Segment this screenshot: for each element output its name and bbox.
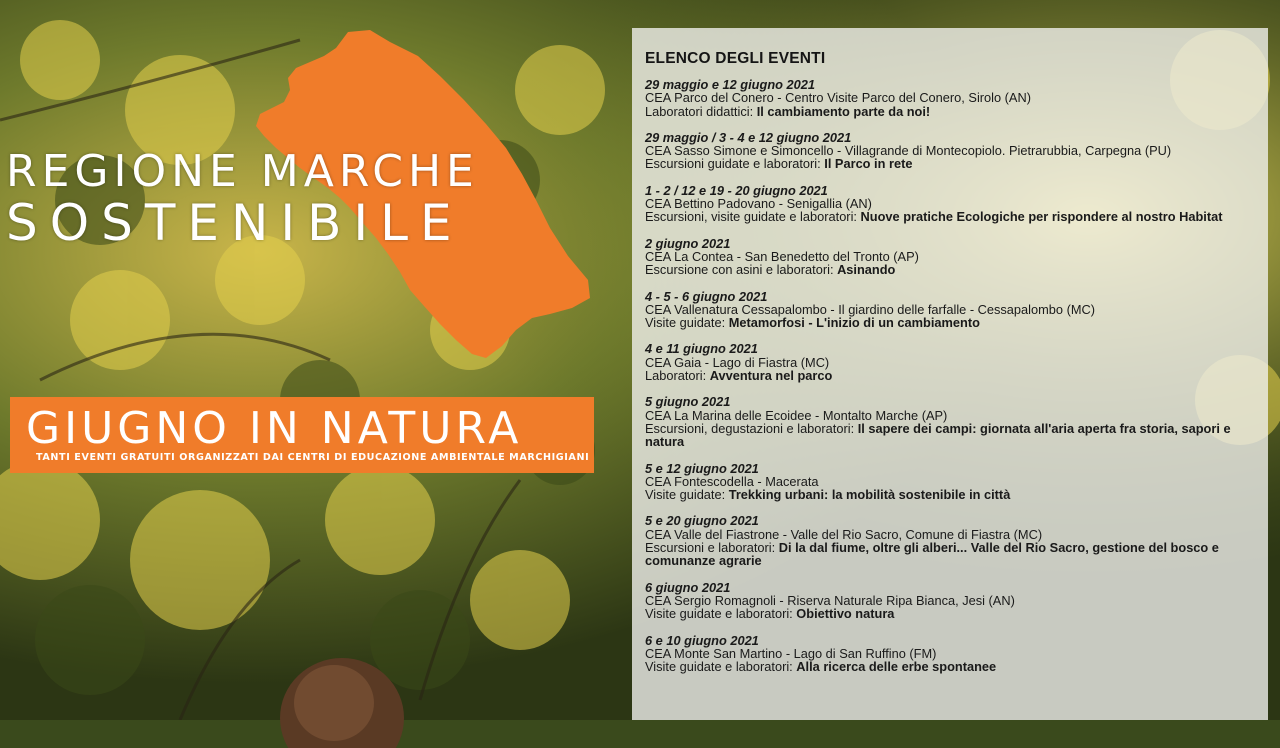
event-place: CEA La Marina delle Ecoidee - Montalto Marche (AP) xyxy=(645,407,948,423)
banner-title: GIUGNO IN NATURA xyxy=(26,403,523,454)
event-name: Il Parco in rete xyxy=(824,156,913,172)
event-date: 1 - 2 / 12 e 19 - 20 giugno 2021 xyxy=(645,182,828,198)
events-heading: ELENCO DEGLI EVENTI xyxy=(645,50,826,67)
event-activity-type: Escursioni, visite guidate e laboratori: xyxy=(645,209,861,225)
event-item xyxy=(645,514,1257,567)
event-date: 5 e 12 giugno 2021 xyxy=(645,460,759,476)
event-date: 29 maggio / 3 - 4 e 12 giugno 2021 xyxy=(645,129,852,145)
event-activity-type: Escursione con asini e laboratori: xyxy=(645,262,838,278)
event-item xyxy=(645,131,1257,171)
event-date: 2 giugno 2021 xyxy=(645,235,731,251)
event-activity xyxy=(645,157,1257,170)
event-name: Obiettivo natura xyxy=(796,606,895,622)
event-activity xyxy=(645,607,1257,620)
event-date: 4 - 5 - 6 giugno 2021 xyxy=(645,288,768,304)
event-name: Il cambiamento parte da noi! xyxy=(756,103,931,119)
event-name: Nuove pratiche Ecologiche per rispondere al nostro Habitat xyxy=(860,209,1223,225)
event-activity xyxy=(645,369,1257,382)
event-item xyxy=(645,634,1257,674)
events-panel xyxy=(632,28,1268,720)
event-activity xyxy=(645,210,1257,223)
event-item xyxy=(645,395,1257,448)
person-head-image xyxy=(264,648,424,748)
event-name: Trekking urbani: la mobilità sostenibile in città xyxy=(728,487,1011,503)
event-activity xyxy=(645,263,1257,276)
event-activity-type: Escursioni e laboratori: xyxy=(645,540,779,556)
event-item xyxy=(645,462,1257,502)
event-activity-type: Laboratori didattici: xyxy=(645,103,757,119)
event-date: 6 e 10 giugno 2021 xyxy=(645,632,759,648)
event-activity-type: Visite guidate e laboratori: xyxy=(645,606,797,622)
event-name: Asinando xyxy=(837,262,896,278)
event-activity xyxy=(645,105,1257,118)
brand-title-line-2: SOSTENIBILE xyxy=(6,194,464,252)
event-item xyxy=(645,78,1257,118)
event-item xyxy=(645,342,1257,382)
event-item xyxy=(645,237,1257,277)
event-activity xyxy=(645,660,1257,673)
event-place: CEA La Contea - San Benedetto del Tronto (AP) xyxy=(645,248,919,264)
event-place: CEA Sasso Simone e Simoncello - Villagrande di Montecopiolo. Pietrarubbia, Carpegna (PU) xyxy=(645,143,1172,159)
event-activity xyxy=(645,488,1257,501)
event-place: CEA Vallenatura Cessapalombo - Il giardino delle farfalle - Cessapalombo (MC) xyxy=(645,301,1095,317)
banner-subtitle: TANTI EVENTI GRATUITI ORGANIZZATI DAI CENTRI DI EDUCAZIONE AMBIENTALE MARCHIGIANI xyxy=(36,452,590,463)
event-name: Avventura nel parco xyxy=(709,368,833,384)
event-place: CEA Bettino Padovano - Senigallia (AN) xyxy=(645,196,872,212)
event-date: 5 giugno 2021 xyxy=(645,394,731,410)
event-date: 29 maggio e 12 giugno 2021 xyxy=(645,77,815,92)
event-activity-type: Visite guidate: xyxy=(645,315,729,331)
event-name: Metamorfosi - L'inizio di un cambiamento xyxy=(728,315,980,331)
event-banner xyxy=(10,397,594,473)
event-date: 6 giugno 2021 xyxy=(645,579,731,595)
event-place: CEA Monte San Martino - Lago di San Ruffino (FM) xyxy=(645,645,937,661)
event-item xyxy=(645,290,1257,330)
event-place: CEA Fontescodella - Macerata xyxy=(645,473,819,489)
brand-title-line-1: REGIONE MARCHE xyxy=(6,146,479,197)
event-item xyxy=(645,184,1257,224)
event-date: 4 e 11 giugno 2021 xyxy=(645,341,758,357)
event-place: CEA Sergio Romagnoli - Riserva Naturale Ripa Bianca, Jesi (AN) xyxy=(645,592,1015,608)
event-place: CEA Parco del Conero - Centro Visite Parco del Conero, Sirolo (AN) xyxy=(645,90,1031,106)
event-name: Di la dal fiume, oltre gli alberi... Valle del Rio Sacro, gestione del bosco e comunanze agrarie xyxy=(645,540,1219,569)
event-activity xyxy=(645,422,1257,449)
event-activity-type: Escursioni, degustazioni e laboratori: xyxy=(645,420,858,436)
event-item xyxy=(645,581,1257,621)
event-name: Alla ricerca delle erbe spontanee xyxy=(796,659,997,675)
event-activity xyxy=(645,541,1257,568)
event-date: 5 e 20 giugno 2021 xyxy=(645,513,759,529)
event-activity-type: Laboratori: xyxy=(645,368,710,384)
event-activity-type: Escursioni guidate e laboratori: xyxy=(645,156,825,172)
event-list xyxy=(645,78,1257,686)
event-activity-type: Visite guidate e laboratori: xyxy=(645,659,797,675)
event-place: CEA Gaia - Lago di Fiastra (MC) xyxy=(645,354,830,370)
event-name: Il sapere dei campi: giornata all'aria aperta fra storia, sapori e natura xyxy=(645,420,1231,450)
event-activity xyxy=(645,316,1257,329)
event-activity-type: Visite guidate: xyxy=(645,487,729,503)
event-place: CEA Valle del Fiastrone - Valle del Rio Sacro, Comune di Fiastra (MC) xyxy=(645,526,1043,542)
